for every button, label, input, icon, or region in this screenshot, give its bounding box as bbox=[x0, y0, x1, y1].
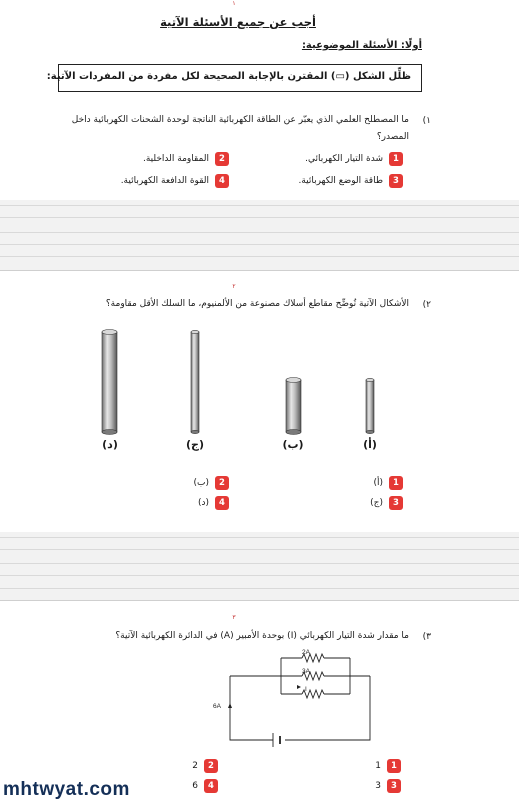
separator-line bbox=[0, 549, 519, 550]
option-1[interactable] bbox=[375, 759, 401, 773]
page-separator bbox=[0, 532, 519, 600]
question-text: ما مقدار شدة التيار الكهربائي (I) بوحدة الأمبير (A) في الدائرة الكهربائية الآتية؟ bbox=[115, 631, 409, 641]
question-text: الأشكال الآتية تُوضِّح مقاطع أسلاك مصنوعة من الألمنيوم، ما السلك الأقل مقاومة؟ bbox=[105, 299, 409, 309]
page-number: ٣ bbox=[232, 614, 236, 621]
current-label: 2A bbox=[302, 649, 310, 656]
option-text: (ج) bbox=[370, 498, 383, 508]
option-text: (ب) bbox=[193, 478, 209, 488]
page-separator bbox=[0, 200, 519, 270]
option-2[interactable] bbox=[143, 152, 229, 166]
option-1[interactable] bbox=[305, 152, 403, 166]
option-badge[interactable]: 2 bbox=[215, 152, 229, 166]
option-3[interactable] bbox=[298, 174, 403, 188]
instruction-box bbox=[46, 64, 422, 92]
option-4[interactable] bbox=[198, 496, 229, 510]
current-label: I bbox=[305, 686, 307, 693]
separator-line bbox=[0, 232, 519, 233]
wire-d bbox=[102, 330, 117, 435]
option-2[interactable] bbox=[192, 759, 218, 773]
separator-line bbox=[0, 575, 519, 576]
option-4[interactable] bbox=[121, 174, 229, 188]
option-text: 1 bbox=[375, 761, 381, 771]
figure-label: (أ) bbox=[363, 438, 377, 451]
question-number: ١) bbox=[422, 116, 431, 126]
question-text-line: ما المصطلح العلمي الذي يعبّر عن الطاقة الكهربائية الناتجة لوحدة الشحنات الكهربائية داخل bbox=[71, 115, 409, 125]
current-label: 3A bbox=[302, 668, 310, 675]
option-badge[interactable]: 2 bbox=[215, 476, 229, 490]
separator-line bbox=[0, 256, 519, 257]
question-text bbox=[29, 112, 409, 146]
page-number: ٢ bbox=[232, 283, 236, 290]
option-text: المقاومة الداخلية. bbox=[142, 154, 209, 164]
option-badge[interactable]: 1 bbox=[389, 476, 403, 490]
question-text-line: المصدر؟ bbox=[376, 132, 409, 142]
page-number: ١ bbox=[232, 0, 236, 7]
separator-line bbox=[0, 205, 519, 206]
separator-line bbox=[0, 588, 519, 589]
option-badge[interactable]: 4 bbox=[215, 174, 229, 188]
option-text: (أ) bbox=[373, 478, 383, 488]
option-text: 3 bbox=[375, 781, 381, 791]
option-1[interactable] bbox=[373, 476, 403, 490]
separator-line bbox=[0, 600, 519, 601]
separator-line bbox=[0, 537, 519, 538]
option-text: 2 bbox=[192, 761, 198, 771]
wire-b bbox=[286, 378, 301, 435]
figure-label: (ب) bbox=[282, 438, 304, 451]
separator-line bbox=[0, 270, 519, 271]
option-badge[interactable]: 3 bbox=[387, 779, 401, 793]
option-text: طاقة الوضع الكهربائية. bbox=[298, 176, 383, 186]
option-text: 6 bbox=[192, 781, 198, 791]
section-heading: أولًا: الأسئلة الموضوعية: bbox=[301, 40, 422, 51]
option-badge[interactable]: 4 bbox=[204, 779, 218, 793]
current-label: 6A bbox=[213, 703, 221, 710]
question-number: ٢) bbox=[422, 300, 431, 310]
option-3[interactable] bbox=[370, 496, 403, 510]
wires-figure bbox=[90, 322, 400, 437]
question-number: ٣) bbox=[422, 632, 431, 642]
separator-line bbox=[0, 217, 519, 218]
option-badge[interactable]: 1 bbox=[389, 152, 403, 166]
circuit-diagram bbox=[205, 648, 390, 750]
option-4[interactable] bbox=[192, 779, 218, 793]
option-text: (د) bbox=[197, 498, 209, 508]
option-badge[interactable]: 4 bbox=[215, 496, 229, 510]
option-badge[interactable]: 3 bbox=[389, 496, 403, 510]
wire-c bbox=[191, 330, 199, 433]
wire-a bbox=[366, 378, 374, 433]
option-text: شدة التيار الكهربائي. bbox=[305, 154, 383, 164]
separator-line bbox=[0, 244, 519, 245]
option-2[interactable] bbox=[194, 476, 230, 490]
option-text: القوة الدافعة الكهربائية. bbox=[120, 176, 209, 186]
figure-label: (ج) bbox=[186, 438, 204, 451]
separator-line bbox=[0, 563, 519, 564]
option-badge[interactable]: 2 bbox=[204, 759, 218, 773]
page-title: أجب عن جميع الأسئلة الآتية bbox=[160, 15, 316, 29]
figure-label: (د) bbox=[102, 438, 118, 451]
option-badge[interactable]: 3 bbox=[389, 174, 403, 188]
option-badge[interactable]: 1 bbox=[387, 759, 401, 773]
option-3[interactable] bbox=[375, 779, 401, 793]
instruction-text: ظلِّل الشكل (▭) المقترن بالإجابة الصحيحة لكل مفردة من المفردات الآتية: bbox=[46, 71, 411, 82]
site-watermark: mhtwyat.com bbox=[3, 779, 130, 800]
